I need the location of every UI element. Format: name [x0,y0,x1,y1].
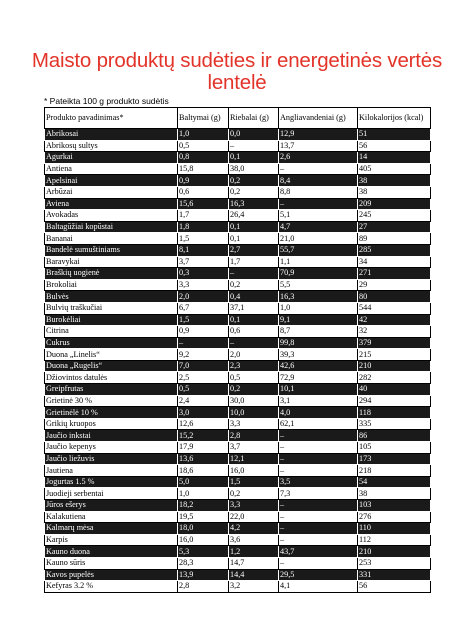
cell-carbohydrates: 8,4 [279,175,358,187]
cell-product-name: Džiovintos datulės [45,372,178,384]
cell-protein: 0,6 [178,186,229,198]
table-row [45,221,431,233]
table-row [45,244,431,256]
header-kilocalories: Kilokalorijos (kcal) [358,108,431,129]
cell-product-name: Bulvių traškučiai [45,302,178,314]
cell-fat: 0,0 [229,129,279,141]
table-row [45,152,431,164]
cell-carbohydrates: 16,3 [279,291,358,303]
cell-carbohydrates: 4,1 [279,581,358,593]
cell-fat: – [229,268,279,280]
cell-fat: 38,0 [229,163,279,175]
cell-product-name: Jaučio liežuvis [45,453,178,465]
cell-carbohydrates: 3,1 [279,395,358,407]
table-row [45,418,431,430]
cell-kilocalories: 54 [358,476,431,488]
table-row [45,291,431,303]
cell-product-name: Citrina [45,326,178,338]
cell-product-name: Greipfrutas [45,384,178,396]
cell-protein: 18,2 [178,500,229,512]
cell-product-name: Kalakutiena [45,511,178,523]
cell-carbohydrates: 1,0 [279,302,358,314]
cell-carbohydrates: – [279,557,358,569]
cell-kilocalories: 210 [358,546,431,558]
cell-product-name: Karpis [45,534,178,546]
cell-product-name: Apelsinai [45,175,178,187]
cell-kilocalories: 80 [358,291,431,303]
cell-product-name: Kalmarų mėsa [45,523,178,535]
header-fat: Riebalai (g) [229,108,279,129]
cell-fat: 3,3 [229,500,279,512]
cell-kilocalories: 56 [358,140,431,152]
cell-kilocalories: 210 [358,360,431,372]
cell-protein: 0,9 [178,326,229,338]
table-row [45,488,431,500]
cell-product-name: Bananai [45,233,178,245]
cell-fat: 3,2 [229,581,279,593]
cell-protein: 0,8 [178,152,229,164]
cell-fat: 26,4 [229,210,279,222]
page-title [0,50,474,94]
cell-kilocalories: 331 [358,569,431,581]
cell-fat: 37,1 [229,302,279,314]
table-row [45,557,431,569]
cell-protein: 3,3 [178,279,229,291]
cell-fat: 0,1 [229,233,279,245]
title-line-2: lentelė [207,71,267,94]
cell-kilocalories: 218 [358,465,431,477]
cell-kilocalories: 294 [358,395,431,407]
cell-carbohydrates: 10,1 [279,384,358,396]
cell-kilocalories: 34 [358,256,431,268]
cell-fat: 10,0 [229,407,279,419]
header-protein: Baltymai (g) [178,108,229,129]
cell-carbohydrates: 1,1 [279,256,358,268]
cell-protein: 18,0 [178,523,229,535]
cell-carbohydrates: 72,9 [279,372,358,384]
cell-product-name: Jogurtas 1.5 % [45,476,178,488]
cell-kilocalories: 110 [358,523,431,535]
cell-carbohydrates: 8,7 [279,326,358,338]
cell-kilocalories: 29 [358,279,431,291]
table-row [45,569,431,581]
table-row [45,372,431,384]
table-row [45,129,431,141]
cell-carbohydrates: 13,7 [279,140,358,152]
table-row [45,198,431,210]
title-line-1: Maisto produktų sudėties ir energetinės vertės [31,49,443,72]
cell-protein: 28,3 [178,557,229,569]
cell-fat: 2,0 [229,349,279,361]
cell-carbohydrates: 29,5 [279,569,358,581]
cell-carbohydrates: 5,5 [279,279,358,291]
cell-kilocalories: 42 [358,314,431,326]
table-row [45,442,431,454]
cell-protein: 5,3 [178,546,229,558]
table-row [45,581,431,593]
cell-protein: – [178,337,229,349]
cell-fat: 3,3 [229,418,279,430]
cell-product-name: Grikių kruopos [45,418,178,430]
cell-kilocalories: 32 [358,326,431,338]
cell-product-name: Cukrus [45,337,178,349]
cell-fat: 12,1 [229,453,279,465]
cell-kilocalories: 544 [358,302,431,314]
cell-protein: 12,6 [178,418,229,430]
cell-kilocalories: 245 [358,210,431,222]
cell-protein: 7,0 [178,360,229,372]
table-row [45,395,431,407]
cell-product-name: Duona „Rugelis“ [45,360,178,372]
cell-protein: 18,6 [178,465,229,477]
cell-protein: 1,0 [178,488,229,500]
cell-kilocalories: 40 [358,384,431,396]
table-row [45,511,431,523]
cell-carbohydrates: – [279,511,358,523]
cell-protein: 15,2 [178,430,229,442]
cell-fat: 2,8 [229,430,279,442]
cell-kilocalories: 285 [358,244,431,256]
cell-fat: 0,1 [229,221,279,233]
table-row [45,233,431,245]
table-row [45,465,431,477]
cell-carbohydrates: 21,0 [279,233,358,245]
table-note: * Pateikta 100 g produkto sudėtis [44,96,169,106]
cell-kilocalories: 271 [358,268,431,280]
table-row [45,349,431,361]
cell-product-name: Arbūzai [45,186,178,198]
cell-protein: 1,0 [178,129,229,141]
cell-carbohydrates: – [279,534,358,546]
cell-fat: 3,7 [229,442,279,454]
cell-product-name: Kavos pupelės [45,569,178,581]
cell-fat: 0,1 [229,314,279,326]
cell-product-name: Juodieji serbentai [45,488,178,500]
cell-kilocalories: 209 [358,198,431,210]
table-row [45,384,431,396]
cell-kilocalories: 38 [358,175,431,187]
table-row [45,546,431,558]
cell-fat: 1,2 [229,546,279,558]
cell-protein: 1,8 [178,221,229,233]
cell-carbohydrates: 4,0 [279,407,358,419]
cell-protein: 9,2 [178,349,229,361]
cell-product-name: Kauno duona [45,546,178,558]
cell-carbohydrates: 55,7 [279,244,358,256]
cell-fat: 0,2 [229,384,279,396]
cell-kilocalories: 276 [358,511,431,523]
cell-carbohydrates: – [279,442,358,454]
cell-carbohydrates: 3,5 [279,476,358,488]
cell-product-name: Avokadas [45,210,178,222]
cell-kilocalories: 105 [358,442,431,454]
cell-product-name: Jaučio kepenys [45,442,178,454]
cell-protein: 2,4 [178,395,229,407]
cell-fat: 0,2 [229,186,279,198]
cell-protein: 8,1 [178,244,229,256]
cell-kilocalories: 51 [358,129,431,141]
cell-protein: 0,9 [178,175,229,187]
cell-protein: 1,5 [178,314,229,326]
cell-carbohydrates: 7,3 [279,488,358,500]
table-row [45,476,431,488]
table-row [45,268,431,280]
cell-fat: 14,4 [229,569,279,581]
cell-fat: 0,4 [229,291,279,303]
cell-carbohydrates: 62,1 [279,418,358,430]
cell-carbohydrates: – [279,500,358,512]
cell-carbohydrates: – [279,465,358,477]
cell-protein: 19,5 [178,511,229,523]
table-row [45,186,431,198]
cell-carbohydrates: 2,6 [279,152,358,164]
cell-protein: 1,7 [178,210,229,222]
cell-kilocalories: 405 [358,163,431,175]
table-row [45,430,431,442]
cell-kilocalories: 215 [358,349,431,361]
header-product-name: Produkto pavadinimas* [45,108,178,129]
nutrition-table [44,107,431,593]
cell-carbohydrates: 4,7 [279,221,358,233]
cell-fat: 0,2 [229,279,279,291]
table-row [45,140,431,152]
table-row [45,256,431,268]
cell-protein: 3,7 [178,256,229,268]
cell-carbohydrates: – [279,430,358,442]
cell-fat: 0,5 [229,372,279,384]
cell-product-name: Agurkai [45,152,178,164]
cell-kilocalories: 112 [358,534,431,546]
cell-product-name: Jautiena [45,465,178,477]
cell-product-name: Kauno sūris [45,557,178,569]
cell-protein: 15,6 [178,198,229,210]
cell-product-name: Grietinėlė 10 % [45,407,178,419]
cell-protein: 6,7 [178,302,229,314]
cell-kilocalories: 86 [358,430,431,442]
cell-fat: 4,2 [229,523,279,535]
table-row [45,302,431,314]
cell-product-name: Abrikosai [45,129,178,141]
cell-protein: 16,0 [178,534,229,546]
table-row [45,210,431,222]
cell-kilocalories: 56 [358,581,431,593]
cell-kilocalories: 253 [358,557,431,569]
cell-product-name: Aviena [45,198,178,210]
cell-kilocalories: 38 [358,488,431,500]
table-row [45,279,431,291]
cell-carbohydrates: 39,3 [279,349,358,361]
table-row [45,453,431,465]
cell-product-name: Braškių uogienė [45,268,178,280]
cell-protein: 0,3 [178,268,229,280]
cell-fat: 0,6 [229,326,279,338]
cell-carbohydrates: 42,6 [279,360,358,372]
cell-product-name: Brokoliai [45,279,178,291]
cell-protein: 2,5 [178,372,229,384]
cell-carbohydrates: 5,1 [279,210,358,222]
cell-fat: 30,0 [229,395,279,407]
cell-carbohydrates: 70,9 [279,268,358,280]
cell-carbohydrates: – [279,523,358,535]
cell-kilocalories: 118 [358,407,431,419]
cell-fat: 2,3 [229,360,279,372]
cell-protein: 13,9 [178,569,229,581]
table-row [45,175,431,187]
cell-kilocalories: 27 [358,221,431,233]
cell-carbohydrates: – [279,453,358,465]
cell-product-name: Jaučio inkstai [45,430,178,442]
cell-fat: 0,2 [229,175,279,187]
cell-kilocalories: 335 [358,418,431,430]
cell-product-name: Abrikosų sultys [45,140,178,152]
cell-protein: 15,8 [178,163,229,175]
cell-protein: 0,5 [178,140,229,152]
cell-fat: 0,1 [229,152,279,164]
cell-kilocalories: 173 [358,453,431,465]
cell-protein: 0,5 [178,384,229,396]
cell-carbohydrates: 12,9 [279,129,358,141]
cell-protein: 2,0 [178,291,229,303]
table-row [45,337,431,349]
cell-kilocalories: 282 [358,372,431,384]
cell-fat: 1,5 [229,476,279,488]
table-row [45,360,431,372]
table-body [45,129,431,593]
cell-kilocalories: 103 [358,500,431,512]
cell-carbohydrates: 99,8 [279,337,358,349]
table-row [45,163,431,175]
cell-product-name: Baravykai [45,256,178,268]
cell-protein: 5,0 [178,476,229,488]
cell-kilocalories: 379 [358,337,431,349]
table-row [45,407,431,419]
table-row [45,326,431,338]
cell-protein: 13,6 [178,453,229,465]
cell-kilocalories: 14 [358,152,431,164]
cell-carbohydrates: 8,8 [279,186,358,198]
cell-fat: 16,3 [229,198,279,210]
cell-kilocalories: 89 [358,233,431,245]
cell-fat: – [229,337,279,349]
cell-product-name: Duona „Linelis“ [45,349,178,361]
cell-kilocalories: 38 [358,186,431,198]
cell-fat: 14,7 [229,557,279,569]
cell-carbohydrates: – [279,163,358,175]
cell-protein: 1,5 [178,233,229,245]
cell-protein: 17,9 [178,442,229,454]
cell-carbohydrates: 43,7 [279,546,358,558]
cell-product-name: Bandelė sumuštiniams [45,244,178,256]
cell-carbohydrates: – [279,198,358,210]
cell-fat: 22,0 [229,511,279,523]
cell-protein: 3,0 [178,407,229,419]
cell-product-name: Burokėliai [45,314,178,326]
cell-product-name: Kefyras 3.2 % [45,581,178,593]
cell-fat: 16,0 [229,465,279,477]
table-row [45,500,431,512]
cell-fat: – [229,140,279,152]
cell-carbohydrates: 9,1 [279,314,358,326]
cell-fat: 0,2 [229,488,279,500]
cell-product-name: Baltagūžiai kopūstai [45,221,178,233]
table-row [45,523,431,535]
cell-fat: 3,6 [229,534,279,546]
header-carbohydrates: Angliavandeniai (g) [279,108,358,129]
cell-product-name: Bulvės [45,291,178,303]
cell-product-name: Grietinė 30 % [45,395,178,407]
cell-fat: 1,7 [229,256,279,268]
cell-product-name: Antiena [45,163,178,175]
cell-product-name: Jūros ešerys [45,500,178,512]
table-row [45,314,431,326]
cell-protein: 2,8 [178,581,229,593]
table-row [45,534,431,546]
cell-fat: 2,7 [229,244,279,256]
header-row [45,108,431,129]
